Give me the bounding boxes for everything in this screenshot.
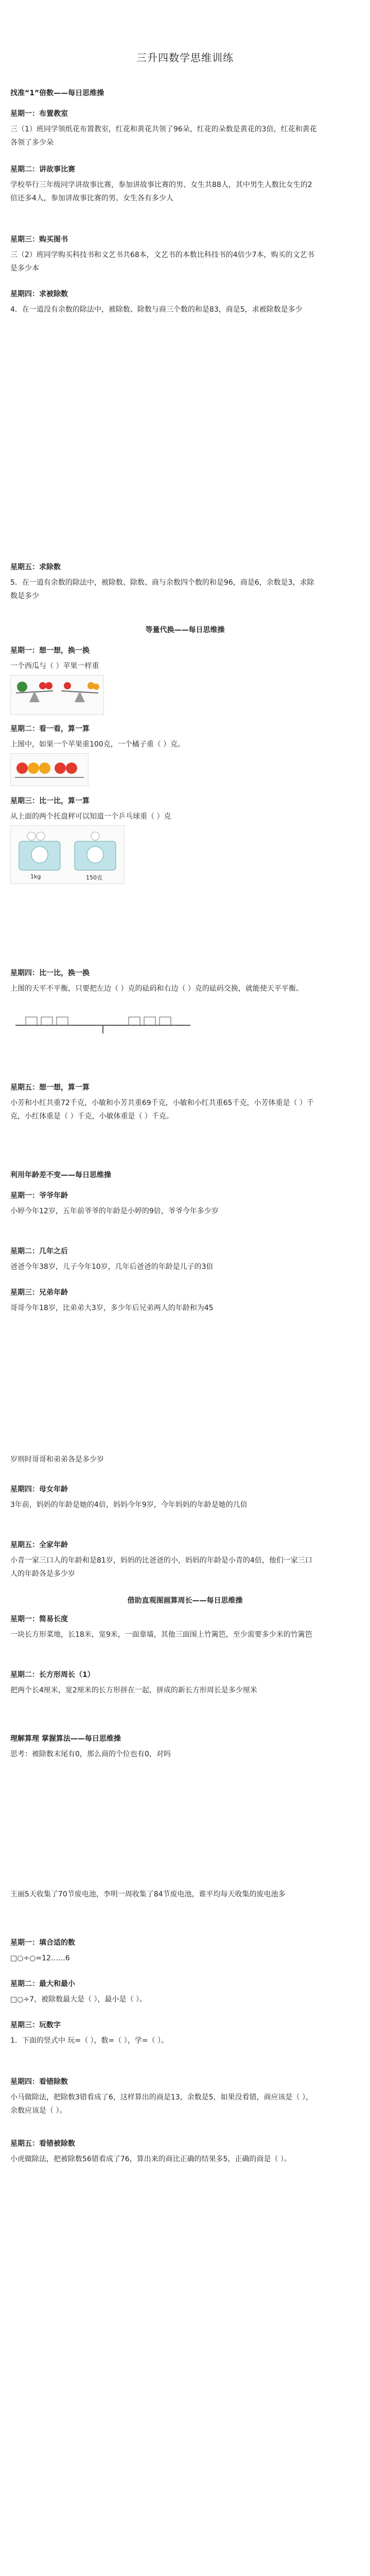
item-label: 星期四：求被除数	[10, 290, 68, 298]
item-text: 3年前，妈妈的年龄是她的4倍，妈妈今年9岁，今年妈妈的年龄是她的几倍	[10, 1501, 248, 1509]
item-text: 一块长方形菜地，长18米，宽9米，一面靠墙，其他三面围上竹篱笆，至少需要多少米的竹篱笆	[10, 1631, 312, 1639]
page-title: 三升四数学思维训练	[136, 52, 234, 64]
item-text: 三（1）班同学领纸花布置教室，红花和黄花共领了96朵，红花的朵数是黄花的3倍，红花和黄花各领了多少朵	[10, 125, 317, 147]
item-label: 星期一：想一想，换一换	[10, 647, 90, 655]
scale-reading: 1kg	[30, 873, 41, 880]
item-label: 星期四：比一比，换一换	[10, 969, 90, 977]
item-label: 星期五：全家年龄	[10, 1541, 68, 1549]
section-heading: 等量代换——每日思维操	[145, 626, 225, 634]
item-text: 5．在一道有余数的除法中，被除数、除数、商与余数四个数的和是96，商是6，余数是3，求除数是多少	[10, 579, 314, 600]
item-label: 星期三：玩数字	[10, 2021, 61, 2029]
item-text: 小婷今年12岁，五年前爷爷的年龄是小婷的9倍，爷爷今年多少岁	[10, 1207, 219, 1215]
item-text: 王丽5天收集了70节废电池，李明一周收集了84节废电池，谁平均每天收集的废电池多	[10, 1890, 286, 1899]
item-text: 从上面的两个托盘秤可以知道一个乒乓球重（ ）克	[10, 812, 171, 821]
item-label: 星期四：母女年龄	[10, 1485, 68, 1494]
item-label: 星期三：兄弟年龄	[10, 1289, 68, 1297]
balance-figure	[10, 675, 104, 715]
item-label: 星期五：想一想，算一算	[10, 1083, 90, 1092]
balance-scales-icon	[11, 675, 103, 715]
item-text: 岁则时哥哥和弟弟各是多少岁	[10, 1455, 104, 1464]
item-text: 爸爸今年38岁，儿子今年10岁，几年后爸爸的年龄是儿子的3倍	[10, 1263, 214, 1271]
section-heading: 借助直观图画算周长——每日思维操	[127, 1597, 243, 1605]
item-text: 把两个长4厘米，宽2厘米的长方形拼在一起，拼成的新长方形周长是多少厘米	[10, 1686, 257, 1694]
section-heading: 找准“1”倍数——每日思维操	[10, 89, 104, 97]
item-label: 星期四：看错除数	[10, 2078, 68, 2086]
scale-reading: 150克	[86, 874, 102, 881]
item-text: 学校举行三年级同学讲故事比赛，参加讲故事比赛的男、女生共88人，其中男生人数比女生的2倍还多4人，参加讲故事比赛的男、女生各有多少人	[10, 181, 312, 202]
item-label: 星期二：最大和最小	[10, 1980, 75, 1988]
weights-balance-icon	[10, 1010, 196, 1036]
item-text: 上图的天平不平衡，只要把左边（ ）克的砝码和右边（ ）克的砝码交换，就能使天平平衡。	[10, 985, 303, 993]
section-heading: 理解算理 掌握算法——每日思维操	[10, 1735, 121, 1743]
item-text: 思考：被除数末尾有0，那么商的个位也有0，对吗	[10, 1750, 171, 1758]
item-text: 三（2）班同学购买科技书和文艺书共68本，文艺书的本数比科技书的4倍少7本，购买的文艺书是多少本	[10, 251, 314, 273]
item-label: 星期二：几年之后	[10, 1247, 68, 1256]
platform-scales-icon	[11, 826, 124, 884]
item-text: 4．在一道没有余数的除法中，被除数、除数与商三个数的和是83，商是5，求被除数是多少	[10, 306, 303, 314]
item-text: 一个西瓜与（ ）苹果一样重	[10, 662, 99, 670]
item-text: 哥哥今年18岁，比弟弟大3岁，多少年后兄弟两人的年龄和为45	[10, 1304, 214, 1312]
item-text: □○÷7，被除数最大是（ ），最小是（ ）。	[10, 1995, 147, 2004]
item-text: 小虎做除法，把被除数56错看成了76，算出来的商比正确的结果多5，正确的商是（ ）。	[10, 2155, 291, 2163]
item-text: 上图中，如果一个苹果重100克，一个橘子重（ ）克。	[10, 740, 185, 749]
item-label: 星期一：简易长度	[10, 1615, 68, 1623]
item-label: 星期二：长方形周长（1）	[10, 1671, 95, 1679]
section-heading: 利用年龄差不变——每日思维操	[10, 1171, 111, 1179]
item-text: 小马做除法，把除数3错看成了6，这样算出的商是13，余数是5，如果没看错，商应该是（ ），余数应该是（ ）。	[10, 2093, 313, 2115]
item-text: 小芳和小红共重72千克，小敏和小芳共重69千克，小敏和小红共重65千克，小芳体重是（ ）千克，小红体重是（ ）千克，小敏体重是（ ）千克。	[10, 1099, 314, 1121]
item-label: 星期五：求除数	[10, 563, 61, 571]
fruit-balance-icon	[11, 754, 88, 786]
item-label: 星期二：看一看，算一算	[10, 725, 90, 733]
scales-figure	[10, 825, 125, 884]
item-label: 星期三：比一比，算一算	[10, 797, 90, 805]
item-label: 星期一：填合适的数	[10, 1939, 75, 1947]
fruit-figure	[10, 753, 89, 786]
item-label: 星期三：购买图书	[10, 235, 68, 244]
weights-figure	[10, 1010, 196, 1036]
item-text: □○÷○=12……6	[10, 1954, 70, 1962]
item-label: 星期二：讲故事比赛	[10, 165, 75, 174]
item-text: 1．下面的竖式中 玩=（ ），数=（ ），学=（ ）。	[10, 2037, 168, 2045]
item-label: 星期一：爷爷年龄	[10, 1192, 68, 1200]
item-label: 星期五：看错被除数	[10, 2140, 75, 2148]
item-label: 星期一：布置教室	[10, 110, 68, 118]
item-text: 小青一家三口人的年龄和是81岁，妈妈的比爸爸的小，妈妈的年龄是小青的4倍，他们一家三口人的年龄各是多少岁	[10, 1556, 312, 1578]
